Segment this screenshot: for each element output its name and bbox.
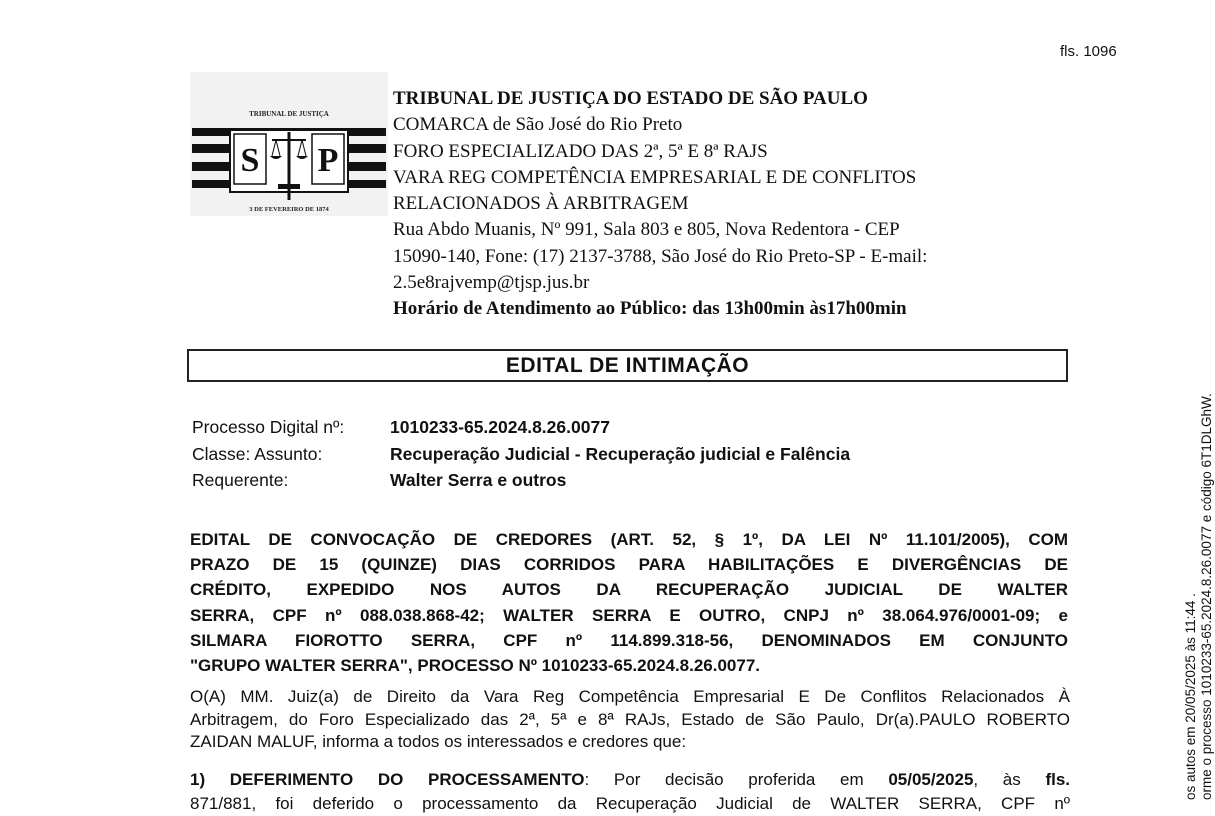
- court-name: TRIBUNAL DE JUSTIÇA DO ESTADO DE SÃO PAULO: [393, 88, 868, 109]
- item-1-fls: fls.: [1045, 770, 1070, 789]
- case-metadata: [192, 414, 850, 494]
- item-1-date: 05/05/2025: [888, 770, 974, 789]
- svg-text:3 DE FEVEREIRO DE 1874: 3 DE FEVEREIRO DE 1874: [249, 206, 329, 213]
- meta-value: Recuperação Judicial - Recuperação judicial e Falência: [390, 443, 851, 464]
- svg-text:P: P: [317, 142, 339, 179]
- svg-text:TRIBUNAL DE JUSTIÇA: TRIBUNAL DE JUSTIÇA: [249, 110, 329, 118]
- document-title: EDITAL DE INTIMAÇÃO: [187, 349, 1068, 382]
- item-1-paragraph: [190, 768, 1070, 816]
- side-note-line: orme o processo 1010233-65.2024.8.26.0077 e código 6T1DLGhW.: [1199, 393, 1214, 800]
- convocation-line: EDITAL DE CONVOCAÇÃO DE CREDORES (ART. 52, § 1º, DA LEI Nº 11.101/2005), COM: [190, 530, 1068, 549]
- item-1-line: [190, 768, 1070, 792]
- convocation-heading: [190, 527, 1068, 678]
- meta-row-process: [192, 414, 850, 441]
- vara-line-2: RELACIONADOS À ARBITRAGEM: [393, 193, 689, 215]
- convocation-line: SERRA, CPF nº 088.038.868-42; WALTER SERRA E OUTRO, CNPJ nº 38.064.976/0001-09; e: [190, 605, 1068, 625]
- convocation-line: PRAZO DE 15 (QUINZE) DIAS CORRIDOS PARA HABILITAÇÕES E DIVERGÊNCIAS DE: [190, 555, 1068, 575]
- meta-row-requerente: [192, 467, 850, 494]
- foro: FORO ESPECIALIZADO DAS 2ª, 5ª E 8ª RAJS: [393, 140, 768, 162]
- convocation-line: "GRUPO WALTER SERRA", PROCESSO Nº 1010233-65.2024.8.26.0077.: [190, 656, 761, 676]
- side-signature-note: [1183, 393, 1215, 800]
- meta-label: Processo Digital nº:: [192, 417, 345, 437]
- intro-line: O(A) MM. Juiz(a) de Direito da Vara Reg Competência Empresarial E De Conflitos Relacionados À: [190, 687, 1070, 706]
- vara-line-1: VARA REG COMPETÊNCIA EMPRESARIAL E DE CONFLITOS: [393, 166, 917, 188]
- meta-label: Classe: Assunto:: [192, 443, 323, 464]
- address-line-2: 15090-140, Fone: (17) 2137-3788, São José do Rio Preto-SP - E-mail:: [393, 245, 928, 267]
- item-1-text: , às: [973, 770, 1046, 789]
- comarca: COMARCA de São José do Rio Preto: [393, 114, 683, 136]
- side-note-line: os autos em 20/05/2025 às 11:44 .: [1183, 593, 1198, 800]
- address-line-1: Rua Abdo Muanis, Nº 991, Sala 803 e 805, Nova Redentora - CEP: [393, 219, 900, 241]
- meta-value: 1010233-65.2024.8.26.0077: [390, 417, 610, 437]
- meta-label: Requerente:: [192, 470, 289, 490]
- meta-row-class: [192, 441, 850, 468]
- intro-paragraph: [190, 686, 1070, 754]
- email: 2.5e8rajvemp@tjsp.jus.br: [393, 272, 590, 294]
- convocation-line: SILMARA FIOROTTO SERRA, CPF nº 114.899.318-56, DENOMINADOS EM CONJUNTO: [190, 630, 1068, 650]
- item-1-line: 871/881, foi deferido o processamento da Recuperação Judicial de WALTER SERRA, CPF nº: [190, 794, 1070, 813]
- convocation-line: CRÉDITO, EXPEDIDO NOS AUTOS DA RECUPERAÇÃO JUDICIAL DE WALTER: [190, 580, 1068, 600]
- svg-text:S: S: [240, 142, 260, 179]
- tjsp-logo: [190, 72, 388, 216]
- meta-value: Walter Serra e outros: [390, 470, 567, 490]
- intro-line: Arbitragem, do Foro Especializado das 2ª, 5ª e 8ª RAJs, Estado de São Paulo, Dr(a).PAULO ROBERTO: [190, 709, 1070, 729]
- intro-line: ZAIDAN MALUF, informa a todos os interessados e credores que:: [190, 732, 687, 751]
- item-1-text: : Por decisão proferida em: [584, 770, 889, 789]
- item-1-heading: 1) DEFERIMENTO DO PROCESSAMENTO: [190, 770, 585, 789]
- office-hours: Horário de Atendimento ao Público: das 13h00min às17h00min: [393, 298, 907, 320]
- page-number: fls. 1096: [1060, 43, 1117, 60]
- court-header: [393, 86, 1073, 323]
